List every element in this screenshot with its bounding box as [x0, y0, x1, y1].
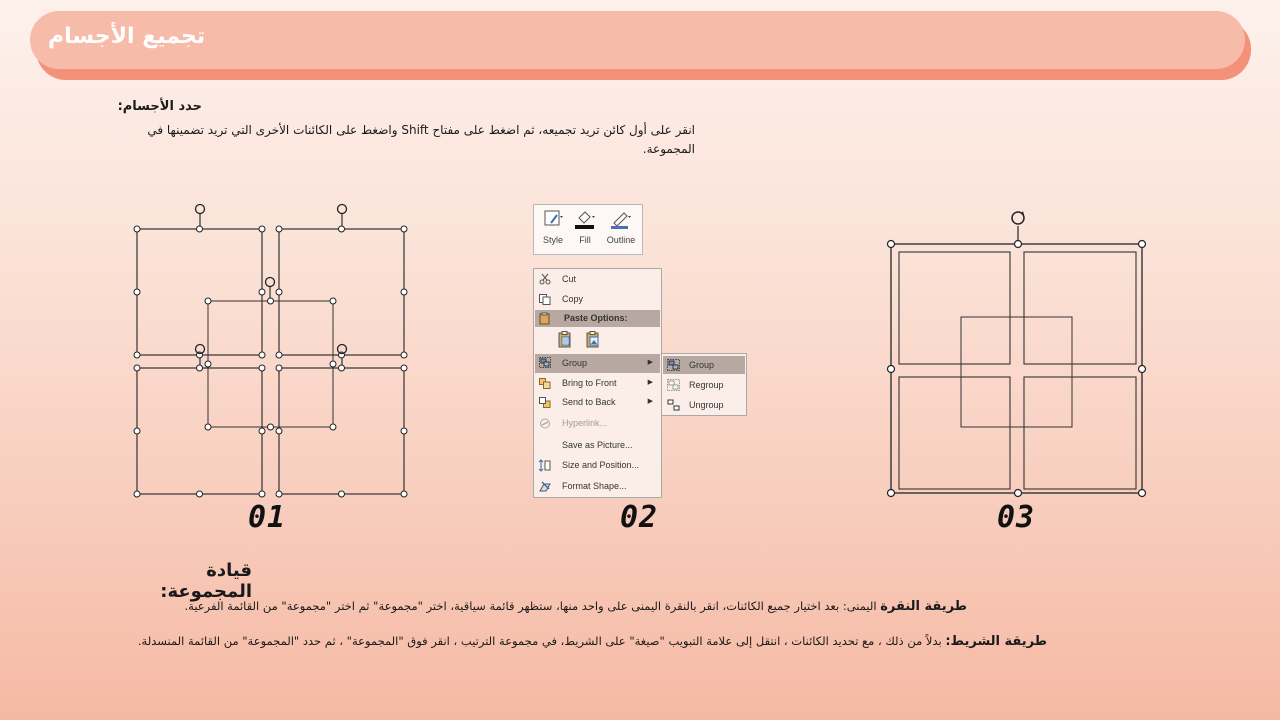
group-submenu	[661, 353, 747, 416]
regroup-icon	[667, 379, 680, 391]
submenu-arrow-icon: ▶	[647, 379, 653, 386]
hyperlink-icon	[539, 418, 551, 429]
send-to-back-icon	[539, 397, 551, 408]
selection-handle[interactable]	[401, 491, 407, 497]
selection-handle[interactable]	[339, 365, 345, 371]
menu-item-label: Bring to Front	[562, 378, 617, 388]
selection-handle[interactable]	[330, 424, 336, 430]
selection-handle[interactable]	[330, 298, 336, 304]
menu-item-label: Hyperlink...	[562, 418, 608, 428]
submenu-item-label: Ungroup	[689, 400, 724, 410]
selection-handle[interactable]	[339, 226, 345, 232]
ungroup-icon	[667, 399, 680, 411]
menu-item-group[interactable]	[535, 354, 660, 373]
paste-clipboard-icon	[557, 331, 573, 349]
selection-handle[interactable]	[268, 424, 274, 430]
pen-outline-icon	[610, 209, 632, 229]
selection-handle[interactable]	[134, 226, 140, 232]
selection-handle[interactable]	[134, 352, 140, 358]
menu-item-label: Save as Picture...	[562, 440, 633, 450]
shape-style-icon	[542, 209, 564, 229]
ribbon-method-text: بدلاً من ذلك ، مع تحديد الكائنات ، انتقل إلى علامة التبويب "صيغة" على الشريط، في مجموعة الترتيب ، انقر فوق "المجموعة" ، ثم حدد "المجموعة" من القائمة المنسدلة.	[137, 634, 942, 648]
group-icon	[667, 359, 680, 371]
selection-handle[interactable]	[401, 226, 407, 232]
context-menu	[533, 268, 662, 498]
right-click-label: طريقة النقرة	[880, 599, 967, 614]
selection-handle[interactable]	[276, 365, 282, 371]
selection-handle[interactable]	[197, 491, 203, 497]
selection-handle[interactable]	[205, 298, 211, 304]
menu-item-label: Format Shape...	[562, 481, 627, 491]
shape-style-button[interactable]	[540, 209, 566, 245]
menu-item-bring-to-front[interactable]	[535, 375, 660, 392]
selection-handle[interactable]	[197, 365, 203, 371]
selection-handle[interactable]	[401, 365, 407, 371]
selection-handle[interactable]	[268, 298, 274, 304]
paste-option-use-destination[interactable]	[557, 331, 573, 349]
shape-fill-button[interactable]	[572, 209, 598, 245]
submenu-item-group[interactable]	[663, 356, 745, 374]
figure-02-label: 02	[620, 500, 659, 535]
outline-label: Outline	[606, 235, 636, 245]
menu-item-size-and-position[interactable]	[535, 457, 660, 474]
group-icon	[539, 357, 551, 368]
submenu-item-regroup[interactable]	[663, 376, 745, 394]
format-ribbon-group	[533, 204, 643, 255]
selection-handle[interactable]	[259, 352, 265, 358]
ribbon-method	[112, 631, 1047, 652]
fill-label: Fill	[579, 235, 591, 245]
selection-handle[interactable]	[401, 428, 407, 434]
right-click-text: بعد اختيار جميع الكائنات، انقر بالنقرة اليمنى على واحد منها، ستظهر قائمة سياقية، اختر "مجموعة" ثم اختر "مجموعة" من القائمة الفرعية.	[184, 599, 840, 613]
right-click-label-rest: اليمنى:	[842, 599, 877, 613]
menu-item-label: Send to Back	[562, 397, 616, 407]
size-position-icon	[539, 460, 551, 471]
paint-bucket-icon	[574, 209, 596, 229]
selection-handle[interactable]	[259, 365, 265, 371]
slide-title: تجميع الأجسام	[48, 24, 206, 49]
figure-03-grouped-shapes	[880, 205, 1155, 505]
lead-group-heading: قيادة المجموعة:	[160, 560, 252, 602]
format-shape-icon	[539, 481, 551, 492]
selection-handle[interactable]	[276, 289, 282, 295]
submenu-arrow-icon: ▶	[647, 398, 653, 405]
menu-item-label: Size and Position...	[562, 460, 640, 470]
paste-picture-icon	[585, 331, 601, 349]
selection-handle[interactable]	[205, 424, 211, 430]
menu-item-format-shape[interactable]	[535, 478, 660, 495]
menu-item-copy[interactable]	[535, 291, 660, 308]
ribbon-method-label: طريقة الشريط:	[945, 634, 1047, 649]
clipboard-icon	[539, 313, 551, 324]
copy-icon	[539, 294, 551, 305]
selection-handle[interactable]	[205, 361, 211, 367]
selection-handle[interactable]	[330, 361, 336, 367]
menu-item-save-as-picture[interactable]	[535, 437, 660, 454]
menu-item-label: Copy	[562, 294, 584, 304]
menu-item-send-to-back[interactable]	[535, 394, 660, 411]
selection-handle[interactable]	[339, 491, 345, 497]
selection-handle[interactable]	[134, 365, 140, 371]
submenu-item-ungroup[interactable]	[663, 396, 745, 414]
figure-01-selected-shapes	[130, 200, 415, 505]
selection-handle[interactable]	[401, 289, 407, 295]
submenu-arrow-icon: ▶	[647, 359, 653, 366]
selection-handle[interactable]	[276, 491, 282, 497]
menu-item-label: Cut	[562, 274, 577, 284]
selection-handle[interactable]	[134, 491, 140, 497]
selection-handle[interactable]	[259, 428, 265, 434]
menu-item-cut[interactable]	[535, 271, 660, 288]
paste-option-picture[interactable]	[585, 331, 601, 349]
selection-handle[interactable]	[259, 226, 265, 232]
selection-handle[interactable]	[259, 289, 265, 295]
menu-item-hyperlink[interactable]	[535, 415, 660, 432]
right-click-method	[112, 596, 967, 617]
figure-03-label: 03	[997, 500, 1036, 535]
bring-to-front-icon	[539, 378, 551, 389]
selection-handle[interactable]	[276, 352, 282, 358]
shape-outline-button[interactable]	[604, 209, 638, 245]
submenu-item-label: Group	[689, 360, 715, 370]
selection-handle[interactable]	[276, 428, 282, 434]
selection-handle[interactable]	[134, 428, 140, 434]
selection-handle[interactable]	[134, 289, 140, 295]
selection-handle[interactable]	[197, 226, 203, 232]
scissors-icon	[539, 274, 551, 285]
figure-01-label: 01	[248, 500, 287, 535]
select-heading: حدد الأجسام:	[117, 99, 202, 114]
paste-options-label: Paste Options:	[564, 313, 628, 323]
submenu-item-label: Regroup	[689, 380, 724, 390]
title-bar	[30, 11, 1245, 69]
menu-item-label: Group	[562, 358, 588, 368]
style-label: Style	[542, 235, 563, 245]
selection-handle[interactable]	[276, 226, 282, 232]
selection-handle[interactable]	[259, 491, 265, 497]
selection-handle[interactable]	[401, 352, 407, 358]
select-instructions: انقر على أول كائن تريد تجميعه، ثم اضغط على مفتاح Shift واضغط على الكائنات الأخرى التي تريد تضمينها في المجموعة.	[147, 123, 695, 156]
paste-options-header	[535, 310, 660, 327]
